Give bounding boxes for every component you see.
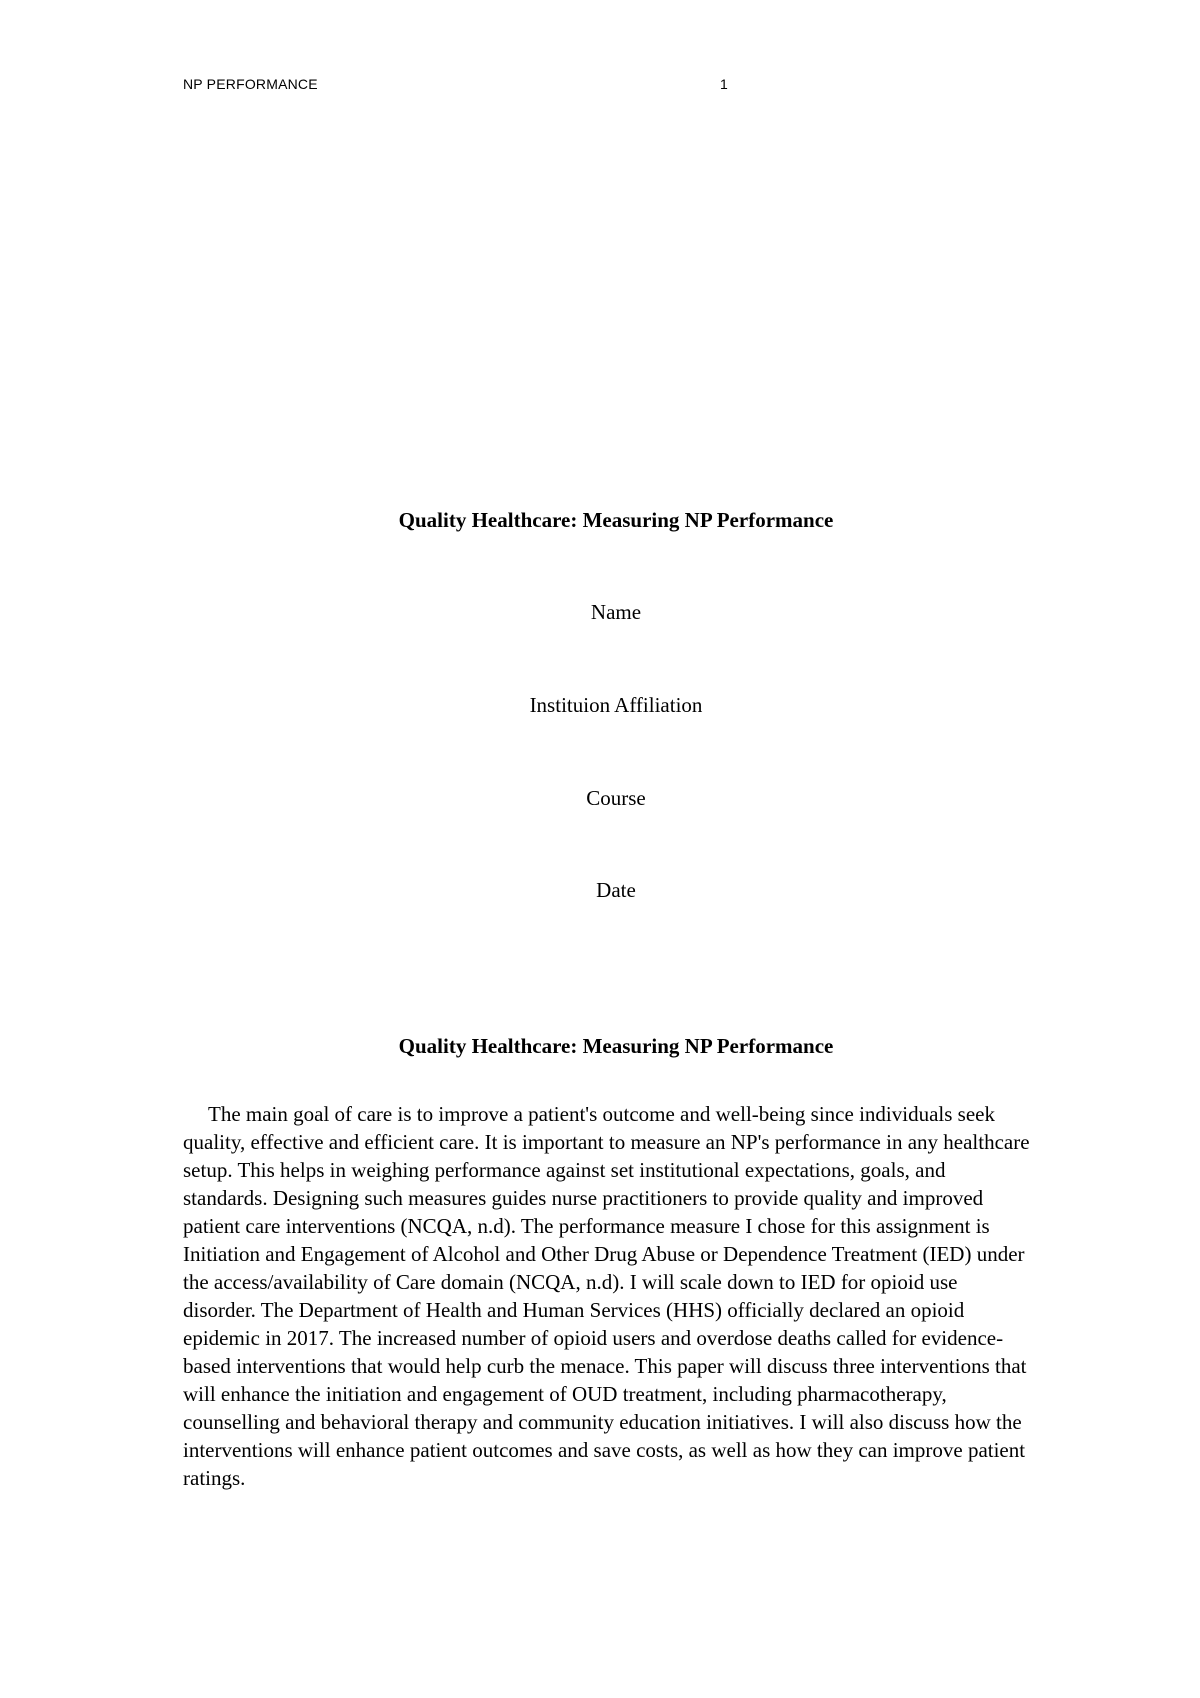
- running-head: NP PERFORMANCE: [183, 76, 318, 92]
- submission-date: Date: [596, 878, 636, 902]
- body-title: Quality Healthcare: Measuring NP Performance: [398, 1034, 834, 1058]
- page-number: 1: [720, 76, 728, 92]
- institution-affiliation: Instituion Affiliation: [529, 693, 703, 717]
- title-page-title: Quality Healthcare: Measuring NP Performance: [398, 508, 834, 532]
- body-paragraph: The main goal of care is to improve a patient's outcome and well-being since individuals seek quality, effective and efficient care. It is important to measure an NP's performance in any healthcare setup. This helps in weighing performance against set institutional expectations, goals, and standards. Designing such measures guides nurse practitioners to provide quality and improved patient care interventions (NCQA, n.d). The performance measure I chose for this assignment is Initiation and Engagement of Alcohol and Other Drug Abuse or Dependence Treatment (IED) under the access/availability of Care domain (NCQA, n.d). I will scale down to IED for opioid use disorder. The Department of Health and Human Services (HHS) officially declared an opioid epidemic in 2017. The increased number of opioid users and overdose deaths called for evidence-based interventions that would help curb the menace. This paper will discuss three interventions that will enhance the initiation and engagement of OUD treatment, including pharmacotherapy, counselling and behavioral therapy and community education initiatives. I will also discuss how the interventions will enhance patient outcomes and save costs, as well as how they can improve patient ratings.: [183, 1102, 1030, 1490]
- course-name: Course: [586, 786, 646, 810]
- author-name: Name: [590, 600, 642, 624]
